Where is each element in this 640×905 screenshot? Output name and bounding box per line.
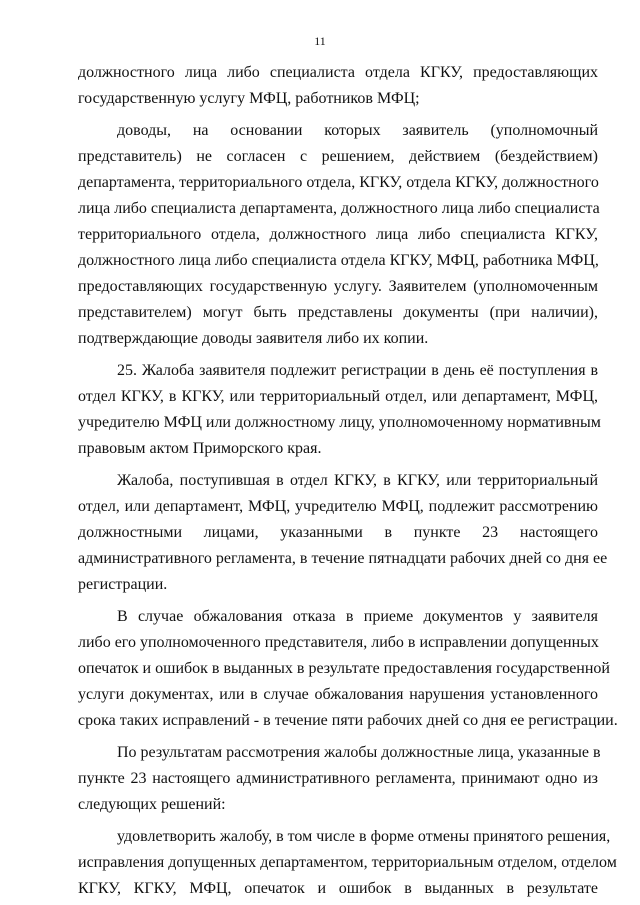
text-line: представитель) не согласен с решением, действием (бездействием)	[78, 148, 598, 165]
text-line: подтверждающие доводы заявителя либо их копии.	[78, 330, 429, 347]
text-line: опечаток и ошибок в выданных в результате предоставления государственной	[78, 660, 610, 677]
text-line: срока таких исправлений - в течение пяти рабочих дней со дня ее регистрации.	[78, 712, 618, 729]
text-line: исправления допущенных департаментом, территориальным отделом, отделом	[78, 854, 617, 871]
text-line: должностного лица либо специалиста отдела КГКУ, предоставляющих	[78, 64, 598, 81]
text-line: правовым актом Приморского края.	[78, 440, 322, 457]
text-line: доводы, на основании которых заявитель (уполномочный	[117, 122, 598, 139]
text-line: 25. Жалоба заявителя подлежит регистрации в день её поступления в	[117, 362, 598, 379]
text-line: В случае обжалования отказа в приеме документов у заявителя	[117, 608, 598, 625]
paragraph-7	[78, 824, 617, 902]
paragraph-5	[78, 604, 618, 734]
text-line: По результатам рассмотрения жалобы должностные лица, указанные в	[117, 744, 601, 761]
text-line: услуги документах, или в случае обжалования нарушения установленного	[78, 686, 598, 703]
text-line: должностного лица либо специалиста отдела КГКУ, МФЦ, работника МФЦ,	[78, 252, 599, 269]
text-line: представителем) могут быть представлены документы (при наличии),	[78, 304, 598, 321]
text-line: департамента, территориального отдела, КГКУ, отдела КГКУ, должностного	[78, 174, 599, 191]
paragraph-2	[78, 118, 598, 352]
text-line: либо его уполномоченного представителя, либо в исправлении допущенных	[78, 634, 599, 651]
paragraph-3	[78, 358, 601, 462]
document-body	[78, 60, 618, 902]
text-line: КГКУ, КГКУ, МФЦ, опечаток и ошибок в выданных в результате	[78, 880, 598, 897]
paragraph-4	[78, 468, 608, 598]
page-number: 11	[314, 34, 326, 48]
text-line: должностными лицами, указанными в пункте 23 настоящего	[78, 524, 598, 541]
paragraph-1	[78, 60, 598, 112]
text-line: лица либо специалиста департамента, должностного лица либо специалиста	[78, 200, 600, 217]
text-line: территориального отдела, должностного лица либо специалиста КГКУ,	[78, 226, 598, 243]
text-line: государственную услугу МФЦ, работников МФЦ;	[78, 90, 420, 107]
text-line: отдел, или департамент, МФЦ, учредителю МФЦ, подлежит рассмотрению	[78, 498, 598, 515]
text-line: пункте 23 настоящего административного регламента, принимают одно из	[78, 770, 598, 787]
text-line: предоставляющих государственную услугу. Заявителем (уполномоченным	[78, 278, 598, 295]
paragraph-6	[78, 740, 601, 818]
text-line: удовлетворить жалобу, в том числе в форме отмены принятого решения,	[117, 828, 611, 845]
text-line: административного регламента, в течение пятнадцати рабочих дней со дня ее	[78, 550, 608, 567]
text-line: учредителю МФЦ или должностному лицу, уполномоченному нормативным	[78, 414, 601, 431]
text-line: Жалоба, поступившая в отдел КГКУ, в КГКУ, или территориальный	[117, 472, 598, 489]
text-line: отдел КГКУ, в КГКУ, или территориальный отдел, или департамент, МФЦ,	[78, 388, 598, 405]
text-line: следующих решений:	[78, 796, 226, 813]
text-line: регистрации.	[78, 576, 168, 593]
